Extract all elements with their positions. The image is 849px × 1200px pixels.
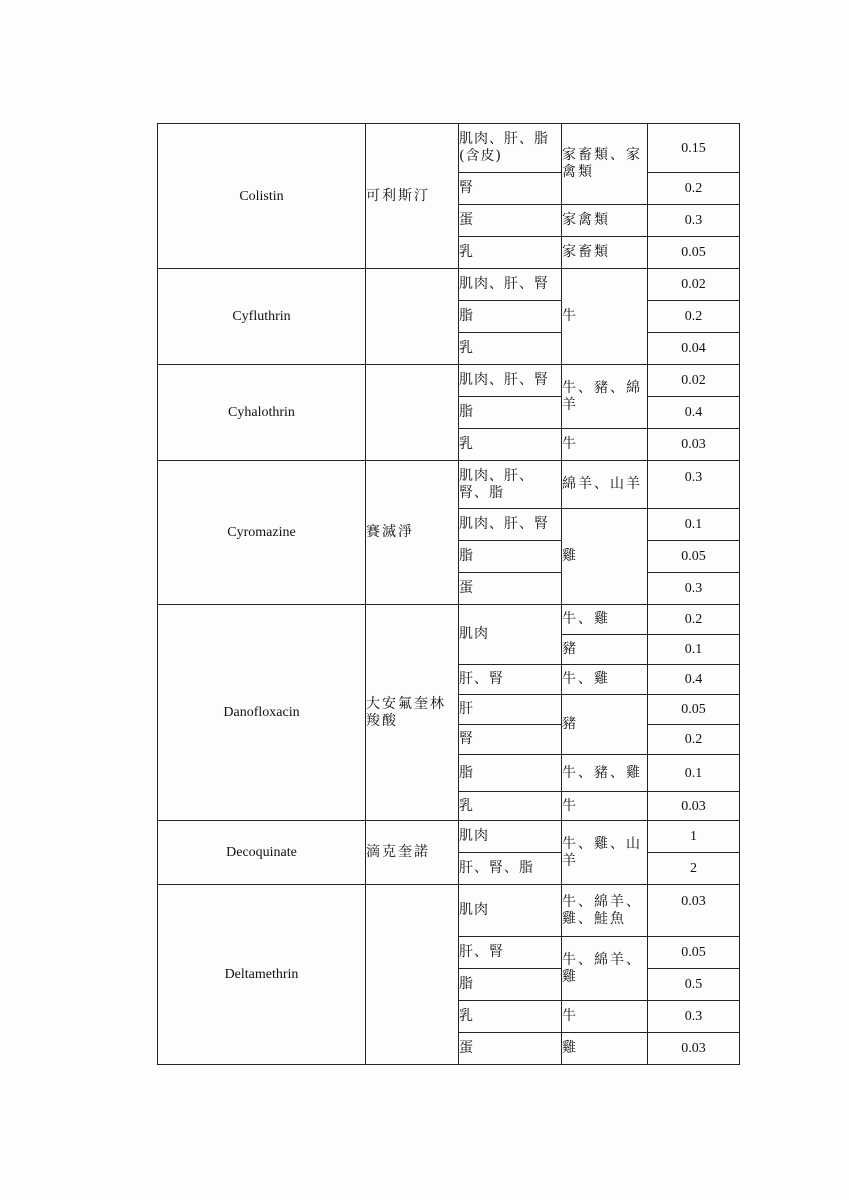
tissue-cell: 乳 xyxy=(459,333,562,365)
animal-cell: 豬 xyxy=(562,635,648,665)
tissue-cell: 腎 xyxy=(459,725,562,755)
animal-cell: 牛、雞、山羊 xyxy=(562,821,648,885)
limit-value: 2 xyxy=(648,853,740,885)
limit-value: 0.2 xyxy=(648,725,740,755)
drug-chinese-name xyxy=(366,885,459,1065)
animal-cell: 雞 xyxy=(562,509,648,605)
drug-name: Cyhalothrin xyxy=(158,365,366,461)
animal-cell: 牛、雞 xyxy=(562,665,648,695)
table-row xyxy=(158,885,740,937)
tissue-cell: 肌肉、肝、腎、脂 xyxy=(459,461,562,509)
tissue-cell: 肌肉、肝、脂(含皮) xyxy=(459,124,562,173)
drug-name: Cyfluthrin xyxy=(158,269,366,365)
tissue-cell: 脂 xyxy=(459,541,562,573)
limit-value: 0.5 xyxy=(648,969,740,1001)
limit-value: 0.04 xyxy=(648,333,740,365)
limit-value: 0.03 xyxy=(648,1033,740,1065)
tissue-cell: 脂 xyxy=(459,755,562,792)
drug-name: Decoquinate xyxy=(158,821,366,885)
table-row xyxy=(158,269,740,301)
animal-cell: 豬 xyxy=(562,695,648,755)
limit-value: 0.3 xyxy=(648,1001,740,1033)
animal-cell: 牛 xyxy=(562,1001,648,1033)
drug-name: Deltamethrin xyxy=(158,885,366,1065)
tissue-cell: 肌肉 xyxy=(459,885,562,937)
limit-value: 0.05 xyxy=(648,937,740,969)
tissue-cell: 肌肉、肝、腎 xyxy=(459,365,562,397)
limit-value: 0.02 xyxy=(648,269,740,301)
limit-value: 0.2 xyxy=(648,301,740,333)
limit-value: 0.03 xyxy=(648,429,740,461)
drug-name: Colistin xyxy=(158,124,366,269)
animal-cell: 牛、綿羊、雞、鮭魚 xyxy=(562,885,648,937)
table-row xyxy=(158,821,740,853)
drug-chinese-name: 大安氟奎林羧酸 xyxy=(366,605,459,821)
tissue-cell: 蛋 xyxy=(459,573,562,605)
drug-chinese-name: 賽滅淨 xyxy=(366,461,459,605)
tissue-cell: 脂 xyxy=(459,397,562,429)
tissue-cell: 肌肉 xyxy=(459,605,562,665)
drug-chinese-name: 可利斯汀 xyxy=(366,124,459,269)
limit-value: 0.03 xyxy=(648,792,740,821)
limit-value: 0.05 xyxy=(648,541,740,573)
tissue-cell: 肌肉、肝、腎 xyxy=(459,269,562,301)
tissue-cell: 肝 xyxy=(459,695,562,725)
animal-cell: 牛、雞 xyxy=(562,605,648,635)
limit-value: 0.03 xyxy=(648,885,740,937)
residue-limit-table xyxy=(157,123,740,1065)
drug-name: Danofloxacin xyxy=(158,605,366,821)
animal-cell: 牛、豬、雞 xyxy=(562,755,648,792)
limit-value: 0.05 xyxy=(648,695,740,725)
table-row xyxy=(158,605,740,635)
tissue-cell: 脂 xyxy=(459,969,562,1001)
animal-cell: 家畜類 xyxy=(562,237,648,269)
tissue-cell: 蛋 xyxy=(459,1033,562,1065)
animal-cell: 家禽類 xyxy=(562,205,648,237)
limit-value: 0.1 xyxy=(648,635,740,665)
limit-value: 0.2 xyxy=(648,605,740,635)
tissue-cell: 蛋 xyxy=(459,205,562,237)
animal-cell: 雞 xyxy=(562,1033,648,1065)
animal-cell: 牛、綿羊、雞 xyxy=(562,937,648,1001)
drug-chinese-name xyxy=(366,365,459,461)
tissue-cell: 乳 xyxy=(459,237,562,269)
limit-value: 1 xyxy=(648,821,740,853)
limit-value: 0.05 xyxy=(648,237,740,269)
tissue-cell: 乳 xyxy=(459,429,562,461)
table-row xyxy=(158,461,740,509)
tissue-cell: 肝、腎、脂 xyxy=(459,853,562,885)
limit-value: 0.1 xyxy=(648,509,740,541)
limit-value: 0.3 xyxy=(648,461,740,509)
drug-chinese-name: 滴克奎諾 xyxy=(366,821,459,885)
table-row xyxy=(158,365,740,397)
animal-cell: 牛 xyxy=(562,792,648,821)
tissue-cell: 肌肉 xyxy=(459,821,562,853)
limit-value: 0.02 xyxy=(648,365,740,397)
drug-name: Cyromazine xyxy=(158,461,366,605)
tissue-cell: 肝、腎 xyxy=(459,665,562,695)
animal-cell: 綿羊、山羊 xyxy=(562,461,648,509)
limit-value: 0.15 xyxy=(648,124,740,173)
limit-value: 0.4 xyxy=(648,665,740,695)
animal-cell: 牛 xyxy=(562,269,648,365)
drug-chinese-name xyxy=(366,269,459,365)
limit-value: 0.1 xyxy=(648,755,740,792)
animal-cell: 牛、豬、綿羊 xyxy=(562,365,648,429)
animal-cell: 家畜類、家禽類 xyxy=(562,124,648,205)
table-row xyxy=(158,124,740,173)
limit-value: 0.4 xyxy=(648,397,740,429)
tissue-cell: 脂 xyxy=(459,301,562,333)
tissue-cell: 肌肉、肝、腎 xyxy=(459,509,562,541)
limit-value: 0.2 xyxy=(648,173,740,205)
tissue-cell: 乳 xyxy=(459,792,562,821)
limit-value: 0.3 xyxy=(648,573,740,605)
tissue-cell: 乳 xyxy=(459,1001,562,1033)
tissue-cell: 腎 xyxy=(459,173,562,205)
limit-value: 0.3 xyxy=(648,205,740,237)
tissue-cell: 肝、腎 xyxy=(459,937,562,969)
animal-cell: 牛 xyxy=(562,429,648,461)
